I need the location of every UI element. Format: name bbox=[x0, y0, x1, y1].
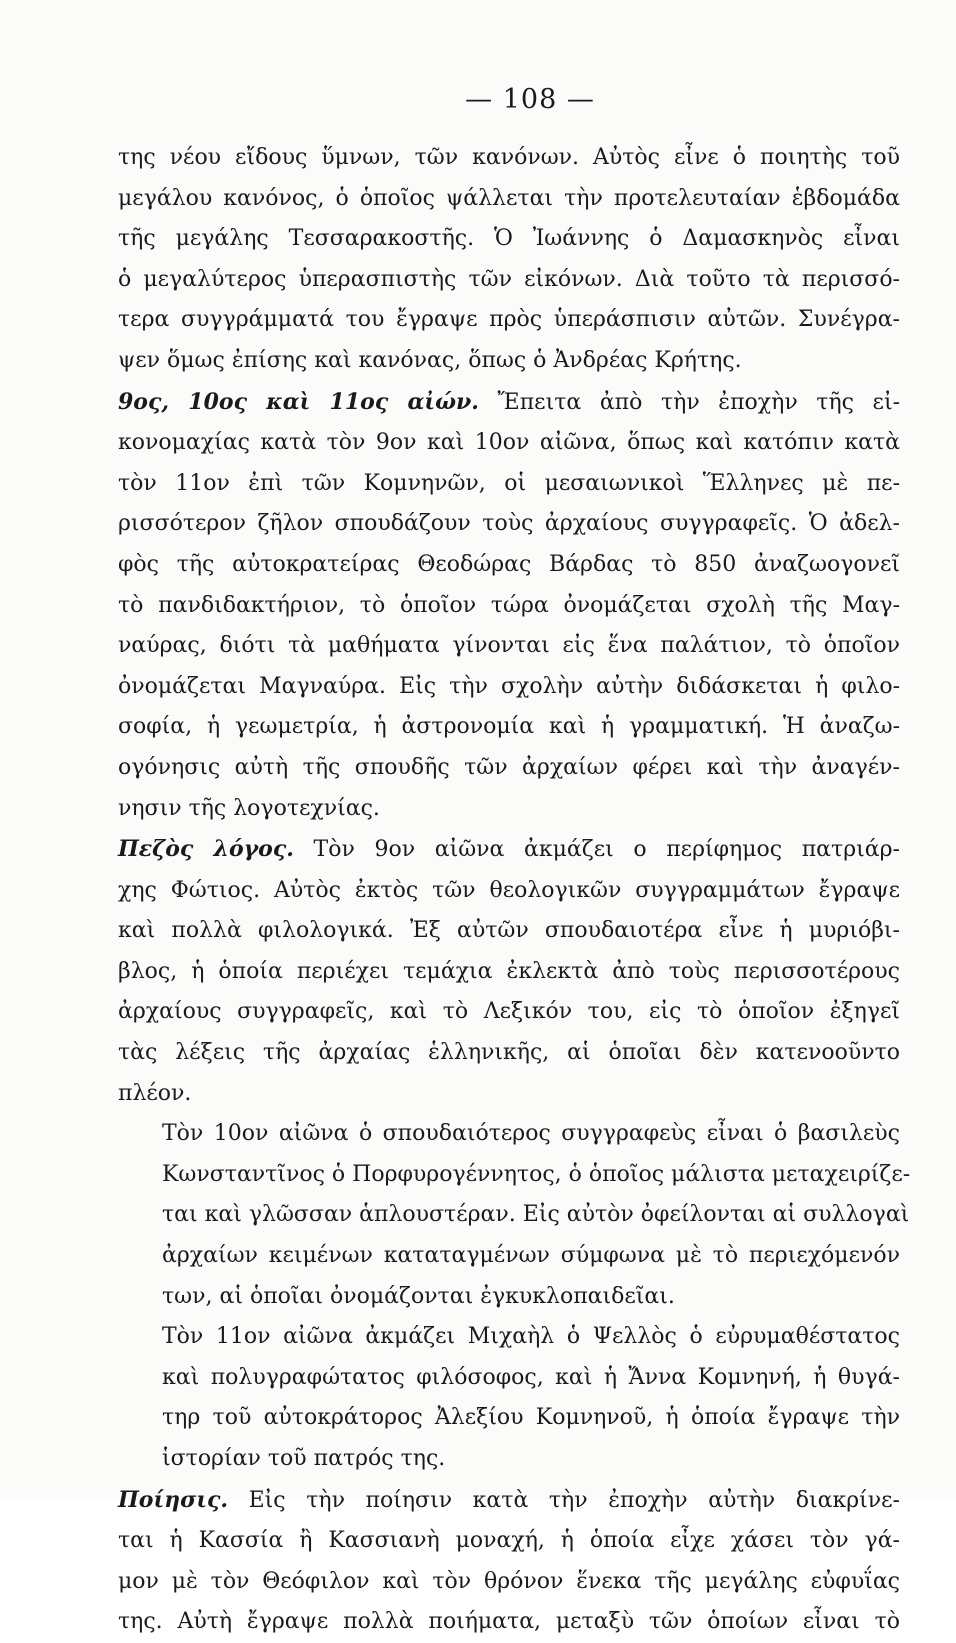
text-line: ψεν ὅμως ἐπίσης καὶ κανόνας, ὅπως ὁ Ἀνδρέας Κρήτης. bbox=[118, 347, 742, 373]
text-line bbox=[118, 1480, 900, 1522]
text-line: ρισσότερον ζῆλον σπουδάζουν τοὺς ἀρχαίους συγγραφεῖς. Ὁ ἀδελ- bbox=[118, 511, 900, 537]
text-line: νησιν τῆς λογοτεχνίας. bbox=[118, 795, 380, 821]
page-number: — 108 — bbox=[465, 84, 595, 115]
paragraph-11th-century bbox=[118, 1317, 900, 1479]
text-line: τηρ τοῦ αὐτοκράτορος Ἀλεξίου Κομνηνοῦ, ἡ ὁποία ἔγραψε τὴν bbox=[162, 1405, 900, 1431]
text-line: χης Φώτιος. Αὐτὸς ἐκτὸς τῶν θεολογικῶν συγγραμμάτων ἔγραψε bbox=[118, 877, 900, 903]
section-heading: Ποίησις. bbox=[118, 1486, 229, 1513]
text-run: Ἔπειτα ἀπὸ τὴν ἐποχὴν τῆς εἰ- bbox=[478, 389, 900, 415]
text-line: ται καὶ γλῶσσαν ἁπλουστέραν. Εἰς αὐτὸν ὀφείλονται αἱ συλλογαὶ bbox=[162, 1202, 910, 1228]
text-line: ογόνησις αὐτὴ τῆς σπουδῆς τῶν ἀρχαίων φέρει καὶ τὴν ἀναγέν- bbox=[118, 754, 900, 780]
body-text bbox=[118, 138, 911, 1643]
paragraph-prose bbox=[118, 829, 900, 1114]
text-line: ται ἡ Κασσία ἢ Κασσιανὴ μοναχή, ἡ ὁποία εἶχε χάσει τὸν γά- bbox=[118, 1528, 900, 1554]
text-line: τὰς λέξεις τῆς ἀρχαίας ἑλληνικῆς, αἱ ὁποῖαι δὲν κατενοοῦντο bbox=[118, 1040, 900, 1066]
text-line: ἀρχαίων κειμένων καταταγμένων σύμφωνα μὲ τὸ περιεχόμενόν bbox=[162, 1243, 900, 1269]
text-line: βλος, ἡ ὁποία περιέχει τεμάχια ἐκλεκτὰ ἀπὸ τοὺς περισσοτέρους bbox=[118, 958, 900, 984]
paragraph-poetry bbox=[118, 1480, 900, 1643]
section-heading: 9ος, 10ος καὶ 11ος αἰών. bbox=[118, 388, 479, 415]
text-line: μον μὲ τὸν Θεόφιλον καὶ τὸν θρόνον ἕνεκα τῆς μεγάλης εὐφυΐας bbox=[118, 1568, 900, 1594]
text-line: της νέου εἴδους ὕμνων, τῶν κανόνων. Αὐτὸς εἶνε ὁ ποιητὴς τοῦ bbox=[118, 145, 900, 170]
text-line: τερα συγγράμματά του ἔγραψε πρὸς ὑπεράσπισιν αὐτῶν. Συνέγρα- bbox=[118, 307, 900, 333]
text-line: κονομαχίας κατὰ τὸν 9ον καὶ 10ον αἰῶνα, ὅπως καὶ κατόπιν κατὰ bbox=[118, 430, 900, 456]
text-line: μεγάλου κανόνος, ὁ ὁποῖος ψάλλεται τὴν προτελευταίαν ἑβδομάδα bbox=[118, 185, 900, 211]
text-line: ὀνομάζεται Μαγναύρα. Εἰς τὴν σχολὴν αὐτὴν διδάσκεται ἡ φιλο- bbox=[118, 673, 900, 699]
text-line: ὁ μεγαλύτερος ὑπερασπιστὴς τῶν εἰκόνων. Διὰ τοῦτο τὰ περισσό- bbox=[118, 266, 900, 292]
text-line: τῆς μεγάλης Τεσσαρακοστῆς. Ὁ Ἰωάννης ὁ Δαμασκηνὸς εἶναι bbox=[118, 226, 900, 252]
text-line: καὶ πολλὰ φιλολογικά. Ἐξ αὐτῶν σπουδαιοτέρα εἶνε ἡ μυριόβι- bbox=[118, 918, 900, 944]
text-line: ἱστορίαν τοῦ πατρός της. bbox=[162, 1446, 446, 1471]
paragraph-hymns bbox=[118, 138, 900, 382]
text-line: τὸν 11ον ἐπὶ τῶν Κομνηνῶν, οἱ μεσαιωνικοὶ Ἕλληνες μὲ πε- bbox=[118, 470, 900, 496]
text-line: Τὸν 10ον αἰῶνα ὁ σπουδαιότερος συγγραφεὺς εἶναι ὁ βασιλεὺς bbox=[162, 1121, 900, 1147]
text-line bbox=[118, 829, 900, 871]
text-line: τὸ πανδιδακτήριον, τὸ ὁποῖον τώρα ὀνομάζεται σχολὴ τῆς Μαγ- bbox=[118, 592, 900, 618]
text-line: Κωνσταντῖνος ὁ Πορφυρογέννητος, ὁ ὁποῖος μάλιστα μεταχειρίζε- bbox=[162, 1161, 911, 1187]
text-line: Τὸν 11ον αἰῶνα ἀκμάζει Μιχαὴλ ὁ Ψελλὸς ὁ εὐρυμαθέστατος bbox=[162, 1324, 900, 1350]
text-line: των, αἱ ὁποῖαι ὀνομάζονται ἐγκυκλοπαιδεῖαι. bbox=[162, 1283, 675, 1309]
text-line: πλέον. bbox=[118, 1080, 192, 1106]
text-line: καὶ πολυγραφώτατος φιλόσοφος, καὶ ἡ Ἄννα Κομνηνή, ἡ θυγά- bbox=[162, 1364, 900, 1390]
text-line bbox=[118, 382, 900, 424]
paragraph-centuries bbox=[118, 382, 900, 830]
text-run: Εἰς τὴν ποίησιν κατὰ τὴν ἐποχὴν αὐτὴν διακρίνε- bbox=[228, 1487, 900, 1513]
text-line: της. Αὐτὴ ἔγραψε πολλὰ ποιήματα, μεταξὺ τῶν ὁποίων εἶναι τὸ bbox=[118, 1609, 900, 1635]
paragraph-10th-century bbox=[118, 1114, 911, 1317]
text-line: ἀρχαίους συγγραφεῖς, καὶ τὸ Λεξικόν του, εἰς τὸ ὁποῖον ἐξηγεῖ bbox=[118, 999, 900, 1025]
text-run: Τὸν 9ον αἰῶνα ἀκμάζει ο περίφημος πατριάρ- bbox=[293, 837, 900, 863]
text-line: ναύρας, διότι τὰ μαθήματα γίνονται εἰς ἕνα παλάτιον, τὸ ὁποῖον bbox=[118, 633, 900, 659]
text-line: σοφία, ἡ γεωμετρία, ἡ ἀστρονομία καὶ ἡ γραμματική. Ἡ ἀναζω- bbox=[118, 714, 900, 740]
section-heading: Πεζὸς λόγος. bbox=[118, 836, 294, 863]
text-line: φὸς τῆς αὐτοκρατείρας Θεοδώρας Βάρδας τὸ 850 ἀναζωογονεῖ bbox=[118, 551, 900, 577]
